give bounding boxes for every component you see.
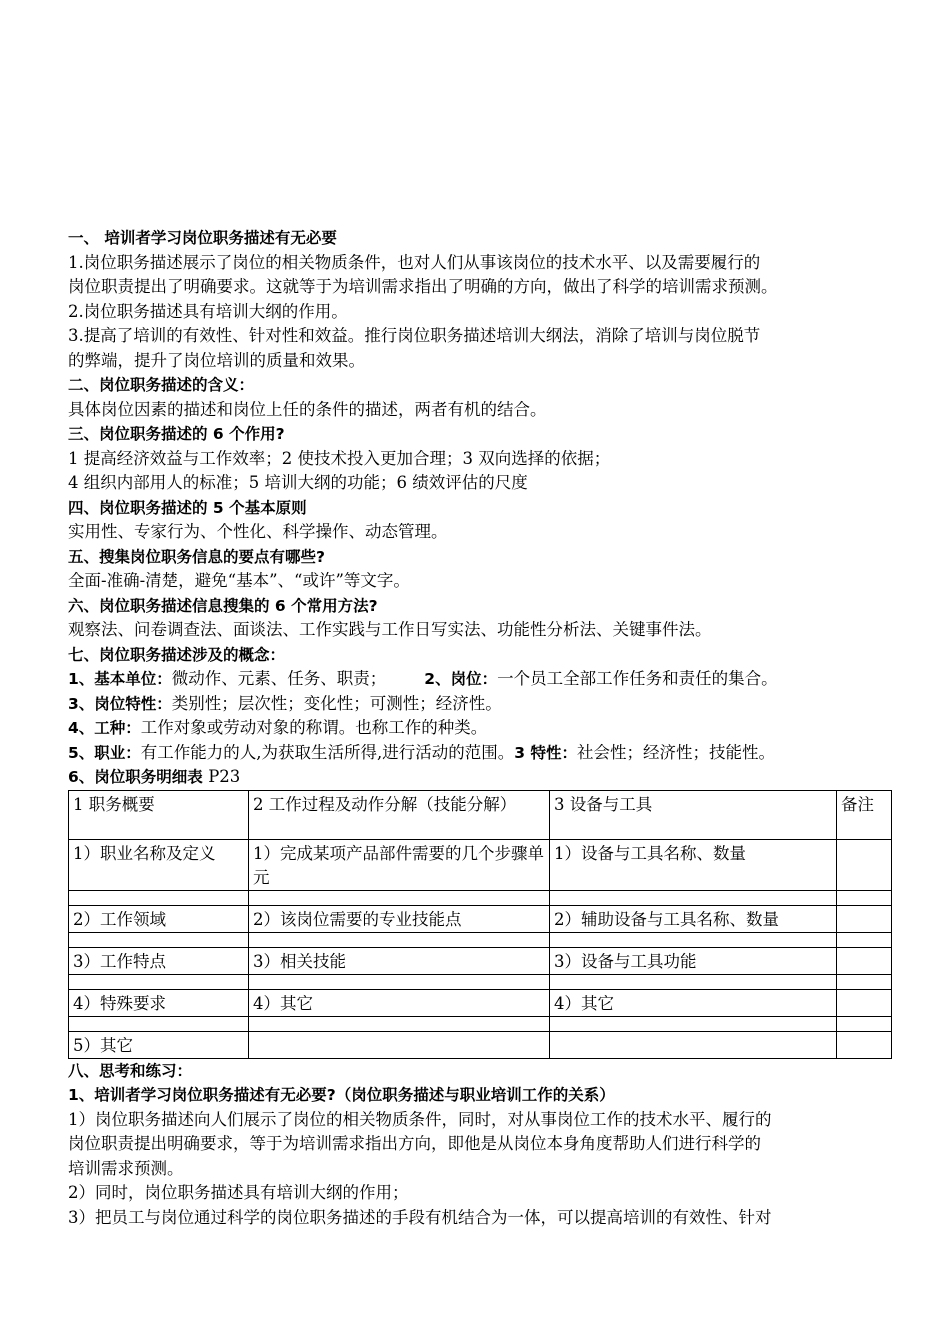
document-page — [68, 226, 892, 1230]
s1-para-1a: 1.岗位职务描述展示了岗位的相关物质条件，也对人们从事该岗位的技术水平、以及需要履行的 — [68, 252, 761, 272]
table-cell: 2）工作领域 — [69, 905, 249, 932]
section-6-title: 六、岗位职务描述信息搜集的 6 个常用方法? — [68, 596, 378, 615]
concept-line-1 — [68, 667, 892, 692]
table-row — [69, 989, 892, 1016]
table-row — [69, 839, 892, 890]
section-8-title: 八、思考和练习： — [68, 1061, 193, 1080]
concept-line-4 — [68, 716, 892, 741]
section-2-title: 二、岗位职务描述的含义： — [68, 376, 255, 394]
table-spacer-row — [69, 974, 892, 989]
concept-4-text: 工作对象或劳动对象的称谓。也称工作的种类。 — [140, 718, 488, 737]
table-cell: 1）设备与工具名称、数量 — [550, 839, 837, 890]
job-detail-table — [68, 790, 892, 1059]
table-header-row — [69, 790, 892, 839]
table-spacer-row — [69, 932, 892, 947]
s1-para-2: 2.岗位职务描述具有培训大纲的作用。 — [68, 301, 348, 321]
table-spacer-row — [69, 890, 892, 905]
concept-5-text: 有工作能力的人,为获取生活所得,进行活动的范围。 — [140, 742, 515, 762]
concept-line-3 — [68, 692, 892, 717]
table-cell — [837, 839, 892, 890]
s8-answer-1c: 培训需求预测。 — [68, 1158, 184, 1178]
s1-para-3b: 的弊端，提升了岗位培训的质量和效果。 — [68, 350, 365, 370]
table-header-cell: 备注 — [837, 790, 892, 839]
concept-3-label: 3、岗位特性： — [68, 694, 172, 713]
table-header-cell: 1 职务概要 — [69, 790, 249, 839]
s6-text: 观察法、问卷调查法、面谈法、工作实践与工作日写实法、功能性分析法、关键事件法。 — [68, 620, 712, 639]
concept-line-5 — [68, 741, 892, 766]
table-cell: 4）其它 — [249, 989, 550, 1016]
table-cell: 3）工作特点 — [69, 947, 249, 974]
s5-text: 全面-准确-清楚，避免“基本”、“或许”等文字。 — [68, 571, 410, 590]
concept-5-label: 5、职业： — [68, 743, 141, 762]
s8-answer-3: 3）把员工与岗位通过科学的岗位职务描述的手段有机结合为一体，可以提高培训的有效性、针对 — [68, 1207, 772, 1227]
table-cell — [550, 1031, 837, 1058]
section-7-title: 七、岗位职务描述涉及的概念： — [68, 645, 286, 664]
s3-line-2: 4 组织内部用人的标准；5 培训大纲的功能；6 绩效评估的尺度 — [68, 473, 528, 492]
table-cell — [837, 1031, 892, 1058]
table-header-cell: 2 工作过程及动作分解（技能分解） — [249, 790, 550, 839]
s4-text: 实用性、专家行为、个性化、科学操作、动态管理。 — [68, 522, 448, 541]
section-5-title: 五、搜集岗位职务信息的要点有哪些? — [68, 547, 325, 566]
table-cell: 3）设备与工具功能 — [550, 947, 837, 974]
table-cell: 4）其它 — [550, 989, 837, 1016]
concept-5b-label: 3 特性： — [514, 743, 577, 762]
table-cell: 2）该岗位需要的专业技能点 — [249, 905, 550, 932]
concept-5b-text: 社会性；经济性；技能性。 — [576, 742, 775, 762]
section-4-title: 四、岗位职务描述的 5 个基本原则 — [68, 498, 307, 517]
s8-question-1: 1、培训者学习岗位职务描述有无必要?（岗位职务描述与职业培训工作的关系） — [68, 1086, 615, 1104]
table-cell — [837, 905, 892, 932]
s3-line-1: 1 提高经济效益与工作效率；2 使技术投入更加合理；3 双向选择的依据； — [68, 448, 611, 468]
concept-1-label: 1、基本单位： — [68, 670, 172, 688]
table-cell: 2）辅助设备与工具名称、数量 — [550, 905, 837, 932]
table-cell: 4）特殊要求 — [69, 989, 249, 1016]
table-cell: 3）相关技能 — [249, 947, 550, 974]
table-row — [69, 947, 892, 974]
table-cell — [837, 947, 892, 974]
section-3-title: 三、岗位职务描述的 6 个作用? — [68, 425, 285, 443]
concept-1-text: 微动作、元素、任务、职责； — [171, 669, 387, 688]
table-cell: 5）其它 — [69, 1031, 249, 1058]
s8-answer-1a: 1）岗位职务描述向人们展示了岗位的相关物质条件，同时，对从事岗位工作的技术水平、履行的 — [68, 1109, 772, 1129]
concept-line-6 — [68, 765, 892, 790]
table-spacer-row — [69, 1016, 892, 1031]
s8-answer-2: 2）同时，岗位职务描述具有培训大纲的作用； — [68, 1183, 409, 1202]
concept-6-text: P23 — [208, 767, 241, 786]
table-row — [69, 905, 892, 932]
concept-2-label: 2、岗位： — [424, 670, 498, 688]
table-cell: 1）完成某项产品部件需要的几个步骤单元 — [249, 839, 550, 890]
s2-text: 具体岗位因素的描述和岗位上任的条件的描述，两者有机的结合。 — [68, 399, 547, 419]
s1-para-3a: 3.提高了培训的有效性、针对性和效益。推行岗位职务描述培训大纲法，消除了培训与岗位脱节 — [68, 326, 761, 345]
section-1-title: 一、 培训者学习岗位职务描述有无必要 — [68, 229, 337, 247]
s1-para-1b: 岗位职责提出了明确要求。这就等于为培训需求指出了明确的方向，做出了科学的培训需求预测。 — [68, 277, 778, 296]
concept-2-text: 一个员工全部工作任务和责任的集合。 — [497, 669, 778, 688]
concept-4-label: 4、工种： — [68, 719, 141, 737]
concept-3-text: 类别性；层次性；变化性；可测性；经济性。 — [171, 693, 502, 713]
concept-6-label: 6、岗位职务明细表 — [68, 768, 209, 786]
s8-answer-1b: 岗位职责提出明确要求，等于为培训需求指出方向，即他是从岗位本身角度帮助人们进行科学的 — [68, 1134, 761, 1153]
table-header-cell: 3 设备与工具 — [550, 790, 837, 839]
table-row — [69, 1031, 892, 1058]
table-cell: 1）职业名称及定义 — [69, 839, 249, 890]
table-cell — [837, 989, 892, 1016]
table-cell — [249, 1031, 550, 1058]
